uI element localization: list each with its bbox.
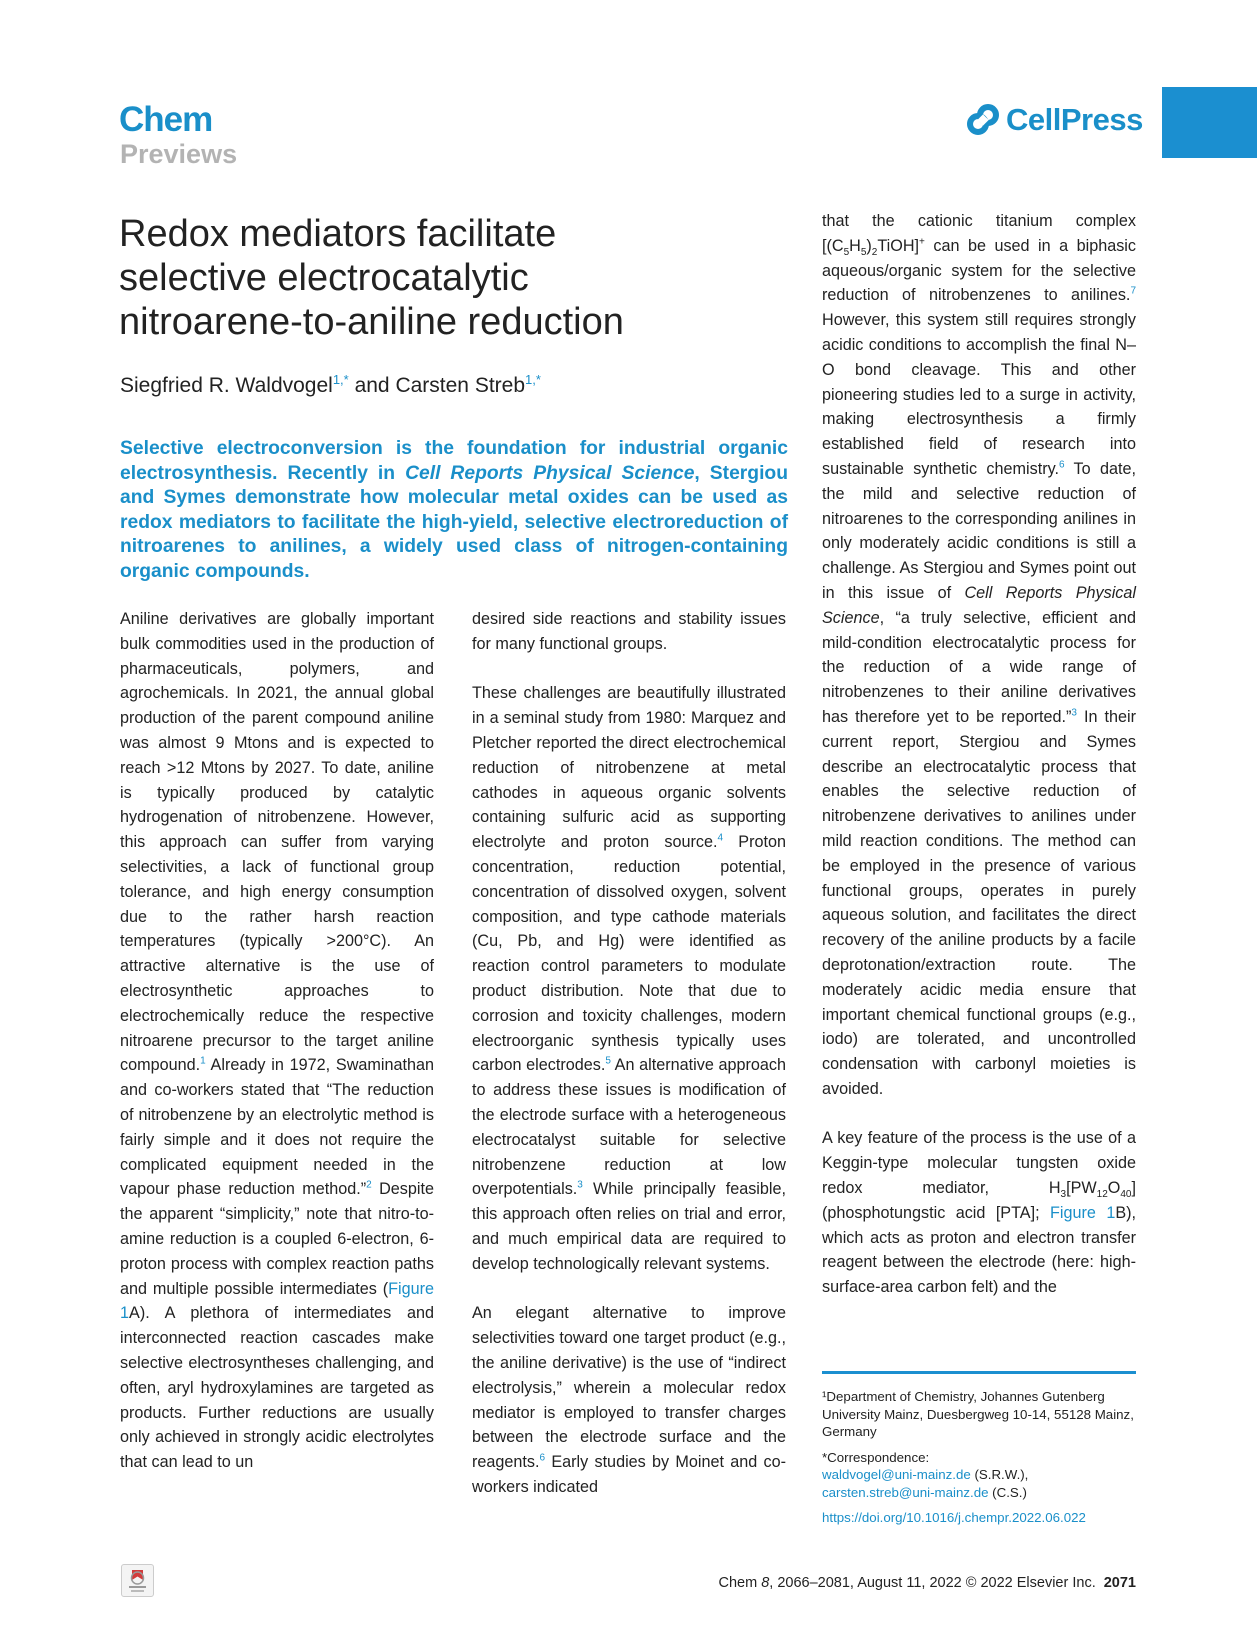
email-link[interactable]: waldvogel@uni-mainz.de <box>822 1467 971 1482</box>
body-paragraph: These challenges are beautifully illustrated in a seminal study from 1980: Marquez and Pletcher reported the direct electrochemical reduction of nitrobenzene at metal cathodes in aqueous organic solvents containing sulfuric acid as supporting electrolyte and proton source.$^4$ Proton concentration, reduction potential, concentration of dissolved oxygen, solvent composition, and type cathode materials (Cu, Pb, and Hg) were identified as reaction control parameters to modulate product distribution. Note that due to corrosion and toxicity challenges, modern electroorganic synthesis typically uses carbon electrodes.$^5$ An alternative approach to address these issues is modification of the electrode surface with a heterogeneous electrocatalyst suitable for selective nitrobenzene reduction at low overpotentials.$^3$ While principally feasible, this approach often relies on trial and error, and much empirical data are required to develop technologically relevant systems. <box>472 684 786 1273</box>
section-name: Previews <box>120 139 238 169</box>
correspondence-note: *Correspondence: waldvogel@uni-mainz.de (S.R.W.), carsten.streb@uni-mainz.de (C.S.) <box>822 1449 1029 1500</box>
journal-name: Chem <box>119 100 213 139</box>
journal-reference: Cell Reports Physical Science <box>822 583 1136 627</box>
journal-reference: Cell Reports Physical Science <box>405 462 695 484</box>
doi-link[interactable]: https://doi.org/10.1016/j.chempr.2022.06.022 <box>822 1510 1086 1525</box>
citation-link[interactable]: 4 <box>717 832 724 844</box>
abstract: Selective electroconversion is the foundation for industrial organic electrosynthesis. Recently in Cell Reports Physical Science, Stergiou and Symes demonstrate how molecular metal oxides can be used as redox mediators to facilitate the high-yield, selective electroreduction of nitroarenes to anilines, a widely used class of nitrogen-containing organic compounds. <box>120 438 788 582</box>
cellpress-logo[interactable] <box>966 102 1143 138</box>
body-column-3 <box>822 209 1136 1300</box>
body-paragraph: Aniline derivatives are globally important bulk commodities used in the production of pharmaceuticals, polymers, and agrochemicals. In 2021, the annual global production of the parent compound aniline was almost 9 Mtons and is expected to reach >12 Mtons by 2027. To date, aniline is typically produced by catalytic hydrogenation of nitrobenzene. However, this approach can suffer from varying selectivities, a lack of functional group tolerance, and high energy consumption due to the rather harsh reaction temperatures (typically >200°C). An attractive alternative is the use of electrosynthetic approaches to electrochemically reduce the respective nitroarene precursor to the target aniline compound.$^1$ Already in 1972, Swaminathan and co-workers stated that “The reduction of nitrobenzene by an electrolytic method is fairly simple and it does not require the complicated equipment needed in the vapour phase reduction method.”$^2$ Despite the apparent “simplicity,” note that nitro-to-amine reduction is a coupled 6-electron, 6-proton process with complex reaction paths and multiple possible intermediates (Figure 1A). A plethora of intermediates and interconnected reaction cascades make selective electrosyntheses challenging, and often, aryl hydroxylamines are targeted as products. Further reductions are usually only achieved in strongly acidic electrolytes that can lead to un <box>120 610 434 1472</box>
footnotes <box>822 1388 1136 1535</box>
email-link[interactable]: carsten.streb@uni-mainz.de <box>822 1484 989 1500</box>
affiliation-note: ¹Department of Chemistry, Johannes Gutenberg University Mainz, Duesbergweg 10-14, 55128 Mainz, Germany <box>822 1389 1134 1439</box>
figure-link[interactable]: Figure 1 <box>120 1279 434 1323</box>
check-for-updates-icon[interactable] <box>121 1564 154 1597</box>
footnote-divider <box>822 1371 1136 1374</box>
citation-link[interactable]: 3 <box>1071 707 1077 719</box>
citation-link[interactable]: 6 <box>1058 459 1065 471</box>
author-affiliation-mark[interactable]: 1,* <box>332 372 349 387</box>
author-line <box>120 372 541 398</box>
body-paragraph: A key feature of the process is the use of a Keggin-type molecular tungsten oxide redox mediator, $H_3[PW_{12}O_{40}]$ (phosphotungstic acid [PTA]; Figure 1B), which acts as proton and electron transfer reagent between the electrode (here: high-surface-area carbon felt) and the <box>822 1129 1137 1297</box>
citation-link[interactable]: 7 <box>1130 286 1136 297</box>
citation-link[interactable]: 6 <box>539 1452 546 1464</box>
author-affiliation-mark[interactable]: 1,* <box>525 372 541 387</box>
page-number: 2071 <box>1103 1575 1136 1591</box>
body-column-1 <box>120 607 434 1475</box>
article-title: Redox mediators facilitate selective electrocatalytic nitroarene-to-aniline reduction <box>119 213 624 343</box>
citation-link[interactable]: 5 <box>605 1055 611 1067</box>
cellpress-wordmark: CellPress <box>1006 102 1143 137</box>
body-column-2 <box>472 607 786 1500</box>
figure-link[interactable]: Figure 1 <box>1050 1203 1116 1222</box>
corner-color-tab <box>1162 87 1257 158</box>
author-name: Siegfried R. Waldvogel <box>120 374 333 397</box>
citation-link[interactable]: 3 <box>577 1179 583 1191</box>
check-for-updates-badge-icon <box>122 1565 153 1596</box>
author-conjunction: and <box>348 374 396 397</box>
citation-link[interactable]: 1 <box>200 1055 206 1067</box>
body-paragraph: that the cationic titanium complex $[(C_5H_5)_2TiOH]^+$ can be used in a biphasic aqueous/organic system for the selective reduction of nitrobenzenes to anilines.$^7$ However, this system still requires strongly acidic conditions to accomplish the final N–O bond cleavage. This and other pioneering studies led to a surge in activity, making electrosynthesis a firmly established field of research into sustainable synthetic chemistry.$^6$ To date, the mild and selective reduction of nitroarenes to the corresponding anilines in only moderately acidic conditions is still a challenge. As Stergiou and Symes point out in this issue of Cell Reports Physical Science, “a truly selective, efficient and mild-condition electrocatalytic process for the reduction of a wide range of nitrobenzenes to their aniline derivatives has therefore yet to be reported.”$^3$ In their current report, Stergiou and Symes describe an electrocatalytic process that enables the selective reduction of nitrobenzene derivatives to anilines under mild reaction conditions. The method can be employed in the presence of various functional groups, operates in purely aqueous solution, and facilitates the direct recovery of the aniline products by a facile deprotonation/extraction route. The moderately acidic media ensure that important chemical functional groups (e.g., iodo) are tolerated, and uncontrolled condensation with carbonyl moieties is avoided. <box>822 212 1136 1098</box>
body-paragraph: desired side reactions and stability issues for many functional groups. <box>472 610 786 653</box>
page-footer: Chem 8, 2066–2081, August 11, 2022 © 2022 Elsevier Inc. 2071 <box>718 1575 1136 1591</box>
author-name: Carsten Streb <box>395 374 526 397</box>
citation-link[interactable]: 2 <box>366 1179 372 1191</box>
body-paragraph: An elegant alternative to improve selectivities toward one target product (e.g., the aniline derivative) is the use of “indirect electrolysis,” wherein a molecular redox mediator is employed to transfer charges between the electrode surface and the reagents.$^6$ Early studies by Moinet and co-workers indicated <box>472 1304 786 1496</box>
cellpress-link-icon <box>966 103 1000 137</box>
